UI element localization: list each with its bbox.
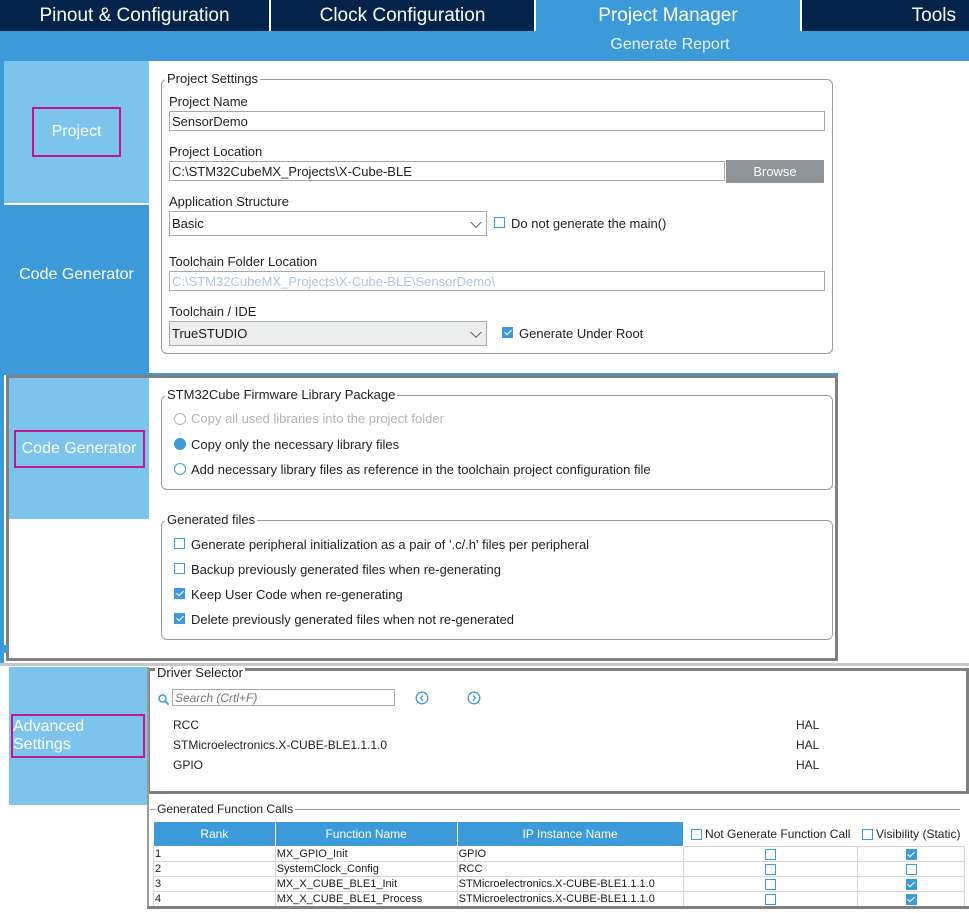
visibility-cell: [858, 847, 965, 862]
sidebar-empty: [9, 805, 147, 908]
app-structure-value: Basic: [172, 216, 204, 231]
sidebar-item-code-generator-active[interactable]: [9, 378, 149, 519]
sidebar-item-project-highlight: [32, 107, 121, 157]
driver-row-name[interactable]: STMicroelectronics.X-CUBE-BLE1.1.1.0: [173, 738, 388, 752]
driver-selector-frame: [147, 668, 969, 794]
backup-checkbox[interactable]: [174, 563, 185, 574]
table-row[interactable]: [154, 862, 965, 877]
sidebar-item-label: Project: [51, 123, 102, 140]
toolchain-folder-input: [169, 271, 825, 291]
not-generate-cell: [683, 847, 858, 862]
sidebar-item-advanced[interactable]: [4, 345, 149, 375]
tab-clock-configuration[interactable]: [271, 0, 534, 31]
function-cell: MX_GPIO_Init: [275, 847, 457, 862]
not-generate-checkbox[interactable]: [765, 879, 776, 890]
visibility-cell: [858, 862, 965, 877]
toolchain-value: TrueSTUDIO: [172, 326, 248, 341]
table-row[interactable]: [154, 847, 965, 862]
ip-cell: STMicroelectronics.X-CUBE-BLE1.1.1.0: [457, 877, 683, 892]
generate-report-button[interactable]: Generate Report: [610, 36, 730, 53]
firmware-package-legend: STM32Cube Firmware Library Package: [167, 387, 396, 402]
tab-label: Clock Configuration: [319, 4, 486, 26]
driver-search-input[interactable]: [172, 689, 395, 706]
delete-files-label: Delete previously generated files when not re-generated: [191, 612, 515, 627]
visibility-checkbox[interactable]: [906, 864, 917, 875]
sidebar-item-label: Advanced Settings: [13, 718, 85, 753]
rank-cell: 2: [154, 862, 276, 877]
visibility-checkbox[interactable]: [906, 879, 917, 890]
not-generate-checkbox[interactable]: [765, 849, 776, 860]
splitter-handle[interactable]: [2, 645, 8, 653]
project-name-label: Project Name: [169, 94, 248, 109]
ip-instance-header[interactable]: IP Instance Name: [457, 822, 683, 847]
pair-files-label: Generate peripheral initialization as a pair of '.c/.h' files per peripheral: [191, 537, 590, 552]
bottom-frame-edge: [147, 906, 969, 913]
copy-necessary-radio[interactable]: [174, 438, 186, 450]
sidebar-item-code-generator[interactable]: [4, 205, 149, 345]
project-location-value: C:\STM32CubeMX_Projects\X-Cube-BLE: [172, 163, 412, 179]
not-generate-checkbox[interactable]: [765, 864, 776, 875]
visibility-cell: [858, 877, 965, 892]
ip-cell: RCC: [457, 862, 683, 877]
project-name-input[interactable]: [169, 111, 825, 131]
not-generate-header[interactable]: [683, 822, 858, 847]
chevron-left-icon[interactable]: [415, 691, 429, 705]
not-generate-header-label: Not Generate Function Call: [705, 826, 851, 841]
sidebar-item-advanced-settings[interactable]: [9, 667, 147, 805]
function-cell: SystemClock_Config: [275, 862, 457, 877]
visibility-header-label: Visibility (Static): [876, 826, 961, 841]
add-reference-label: Add necessary library files as reference in the toolchain project configuration file: [191, 462, 651, 477]
function-cell: MX_X_CUBE_BLE1_Init: [275, 877, 457, 892]
function-calls-legend: Generated Function Calls: [157, 802, 294, 816]
tab-project-manager[interactable]: [536, 0, 800, 31]
function-calls-table: [153, 821, 965, 907]
not-generate-all-checkbox[interactable]: [691, 829, 702, 840]
browse-button[interactable]: [726, 160, 824, 183]
visibility-all-checkbox[interactable]: [862, 829, 873, 840]
generated-files-legend: Generated files: [167, 512, 256, 527]
ip-cell: STMicroelectronics.X-CUBE-BLE1.1.1.0: [457, 892, 683, 907]
sidebar-item-advanced-highlight: [11, 714, 145, 758]
project-location-input[interactable]: [169, 161, 725, 181]
rank-header[interactable]: Rank: [154, 822, 276, 847]
copy-all-radio: [174, 413, 186, 425]
rank-cell: 1: [154, 847, 276, 862]
driver-row-type[interactable]: HAL: [796, 718, 820, 732]
chevron-down-icon: [470, 216, 481, 227]
project-location-label: Project Location: [169, 144, 263, 159]
visibility-header[interactable]: [858, 822, 965, 847]
sidebar-item-label: Code Generator: [19, 266, 134, 283]
visibility-checkbox[interactable]: [906, 849, 917, 860]
sidebar-item-code-generator-highlight: [14, 430, 145, 468]
not-generate-cell: [683, 892, 858, 907]
driver-row-type[interactable]: HAL: [796, 758, 820, 772]
search-icon: [158, 692, 169, 703]
ip-cell: GPIO: [457, 847, 683, 862]
add-reference-radio[interactable]: [174, 463, 186, 475]
tab-pinout-configuration[interactable]: [0, 0, 269, 31]
driver-row-name[interactable]: GPIO: [173, 758, 204, 772]
project-name-value: SensorDemo: [172, 113, 248, 129]
function-cell: MX_X_CUBE_BLE1_Process: [275, 892, 457, 907]
toolchain-folder-value: C:\STM32CubeMX_Projects\X-Cube-BLE\SensorDemo\: [172, 273, 495, 289]
visibility-checkbox[interactable]: [906, 894, 917, 905]
copy-necessary-label: Copy only the necessary library files: [191, 437, 400, 452]
chevron-down-icon: [470, 326, 481, 337]
not-generate-cell: [683, 877, 858, 892]
driver-row-name[interactable]: RCC: [173, 718, 199, 732]
generate-under-root-label: Generate Under Root: [519, 326, 644, 341]
no-main-checkbox[interactable]: [494, 217, 505, 228]
tab-tools[interactable]: [802, 0, 969, 31]
visibility-cell: [858, 892, 965, 907]
table-header-row: [154, 822, 965, 847]
toolchain-label: Toolchain / IDE: [169, 304, 257, 319]
app-structure-select[interactable]: [169, 211, 487, 236]
table-row[interactable]: [154, 892, 965, 907]
copy-all-label: Copy all used libraries into the project folder: [191, 411, 444, 426]
chevron-right-icon[interactable]: [467, 691, 481, 705]
driver-selector-legend: Driver Selector: [157, 666, 243, 679]
generate-under-root-checkbox[interactable]: [502, 327, 513, 338]
no-main-label: Do not generate the main(): [511, 216, 667, 231]
toolchain-select[interactable]: [169, 321, 487, 346]
browse-label: Browse: [753, 164, 797, 179]
rank-cell: 3: [154, 877, 276, 892]
keep-user-code-label: Keep User Code when re-generating: [191, 587, 403, 602]
panel-divider: [0, 663, 969, 666]
not-generate-checkbox[interactable]: [765, 894, 776, 905]
rank-cell: 4: [154, 892, 276, 907]
tab-label: Project Manager: [598, 4, 738, 26]
tab-label: Tools: [911, 4, 956, 26]
sidebar-item-project[interactable]: [4, 61, 149, 203]
not-generate-cell: [683, 862, 858, 877]
pair-files-checkbox[interactable]: [174, 538, 185, 549]
generate-report-bar: [0, 31, 969, 61]
app-structure-label: Application Structure: [169, 194, 289, 209]
project-settings-legend: Project Settings: [167, 71, 259, 86]
toolchain-folder-label: Toolchain Folder Location: [169, 254, 318, 269]
keep-user-code-checkbox[interactable]: [174, 588, 185, 599]
tab-label: Pinout & Configuration: [39, 4, 230, 26]
table-row[interactable]: [154, 877, 965, 892]
driver-row-type[interactable]: HAL: [796, 738, 820, 752]
function-name-header[interactable]: Function Name: [275, 822, 457, 847]
sidebar-border: [147, 667, 149, 908]
delete-files-checkbox[interactable]: [174, 613, 185, 624]
sidebar-item-label: Code Generator: [21, 439, 137, 457]
backup-label: Backup previously generated files when re-generating: [191, 562, 502, 577]
